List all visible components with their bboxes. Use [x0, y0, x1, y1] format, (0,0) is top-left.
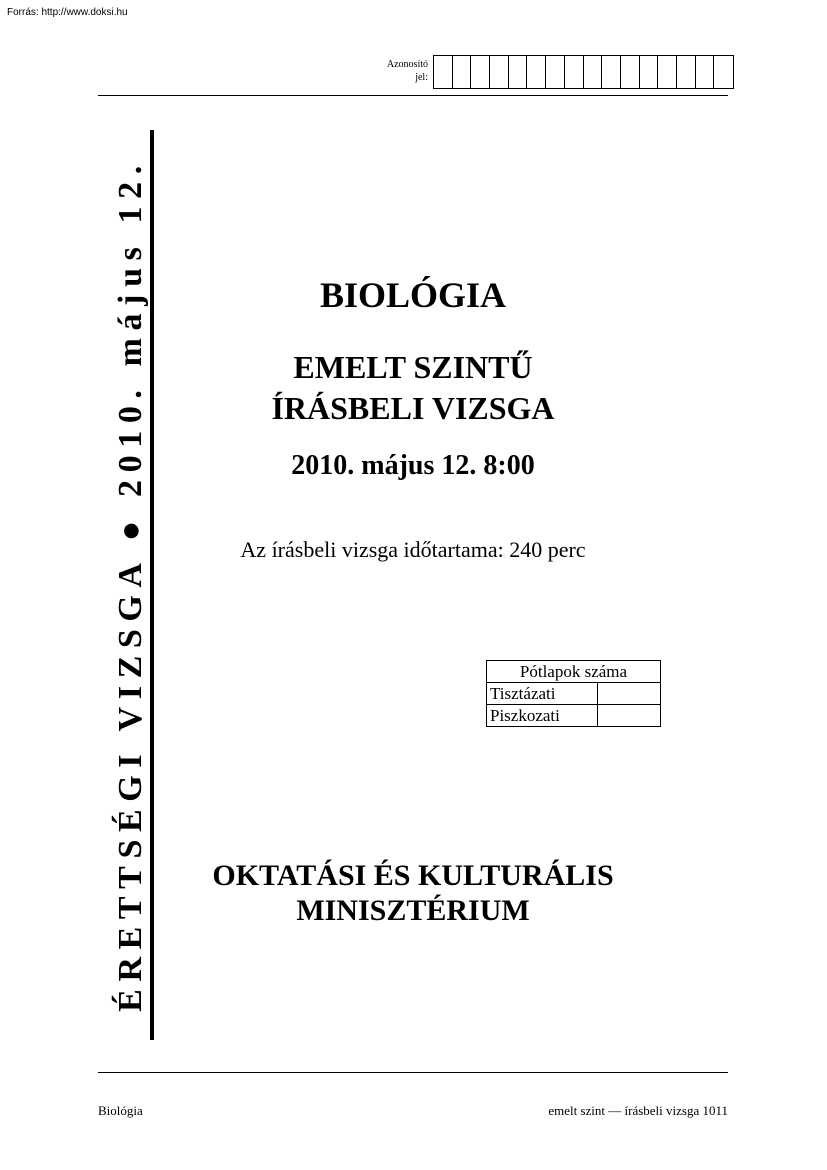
identifier-cell[interactable] [714, 56, 733, 88]
identifier-label-line1: Azonosító [386, 59, 428, 70]
identifier-cell[interactable] [453, 56, 472, 88]
identifier-cell[interactable] [546, 56, 565, 88]
extra-sheets-value[interactable] [598, 705, 661, 727]
footer-exam-code: emelt szint — írásbeli vizsga 1011 [548, 1103, 728, 1118]
identifier-cell[interactable] [658, 56, 677, 88]
extra-sheets-value[interactable] [598, 683, 661, 705]
identifier-cell[interactable] [584, 56, 603, 88]
level-title: EMELT SZINTŰ [293, 349, 533, 385]
exam-duration: Az írásbeli vizsga időtartama: 240 perc [240, 537, 586, 562]
source-url: Forrás: http://www.doksi.hu [7, 7, 128, 18]
subject-title: BIOLÓGIA [319, 275, 507, 315]
footer-subject: Biológia [98, 1103, 143, 1118]
exam-date: 2010. május 12. 8:00 [291, 450, 535, 481]
identifier-label [360, 58, 428, 84]
identifier-cell[interactable] [509, 56, 528, 88]
identifier-cell[interactable] [527, 56, 546, 88]
table-row [487, 705, 661, 727]
identifier-label-line2: jel: [415, 72, 428, 83]
identifier-cell[interactable] [602, 56, 621, 88]
side-banner [108, 130, 154, 1040]
side-banner-rule [150, 130, 154, 1040]
identifier-box[interactable] [433, 55, 734, 89]
identifier-cell[interactable] [696, 56, 715, 88]
identifier-cell[interactable] [490, 56, 509, 88]
identifier-cell[interactable] [677, 56, 696, 88]
extra-sheets-label: Tisztázati [487, 683, 598, 705]
identifier-cell[interactable] [640, 56, 659, 88]
ministry-name-line2: MINISZTÉRIUM [296, 894, 530, 927]
identifier-cell[interactable] [434, 56, 453, 88]
footer-rule [98, 1072, 728, 1073]
ministry-name-line1: OKTATÁSI ÉS KULTURÁLIS [212, 859, 614, 892]
exam-type-title: ÍRÁSBELI VIZSGA [271, 390, 555, 426]
identifier-cell[interactable] [471, 56, 490, 88]
extra-sheets-header: Pótlapok száma [487, 661, 661, 683]
identifier-cell[interactable] [565, 56, 584, 88]
extra-sheets-table [486, 660, 661, 727]
header-rule [98, 95, 728, 96]
identifier-cell[interactable] [621, 56, 640, 88]
table-row [487, 683, 661, 705]
extra-sheets-label: Piszkozati [487, 705, 598, 727]
side-banner-text: ÉRETTSÉGI VIZSGA ● 2010. május 12. [112, 158, 149, 1012]
